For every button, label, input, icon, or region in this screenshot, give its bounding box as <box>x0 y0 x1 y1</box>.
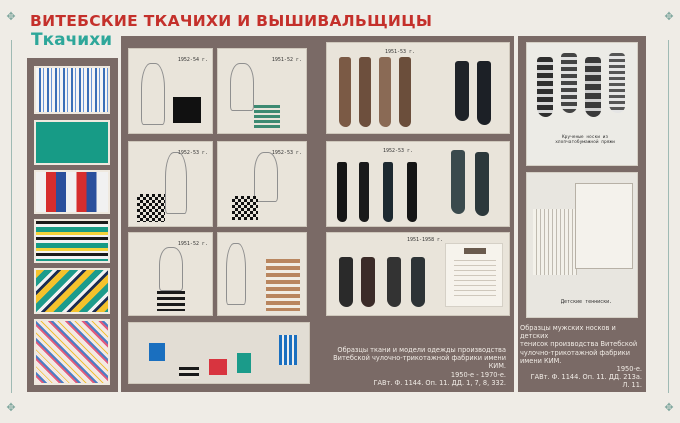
stocking <box>359 162 369 222</box>
socks-card <box>326 232 510 316</box>
stocking <box>383 162 393 222</box>
tennis-shirt <box>575 183 633 269</box>
border-line <box>668 40 669 393</box>
stocking <box>337 162 347 222</box>
design-collage <box>128 322 310 384</box>
design-year: 1952-54 г. <box>177 57 208 63</box>
design-card <box>128 232 213 316</box>
fabric-sample <box>237 353 251 373</box>
dress-sketch <box>165 152 187 214</box>
fabric-sample <box>149 343 165 361</box>
caption-line: ГАВт. Ф. 1144. Оп. 11. ДД. 1, 7, 8, 332. <box>373 378 506 387</box>
fabric-sample <box>209 359 227 375</box>
fabric-sample <box>232 196 258 220</box>
dress-sketch <box>230 63 254 111</box>
caption-line: Витебской чулочно-трикотажной фабрики имени КИМ. <box>333 354 506 371</box>
caption-line: имени КИМ. <box>520 356 562 365</box>
knit-socks-photo <box>526 42 638 166</box>
dress-sketch <box>226 243 246 305</box>
caption-line: Образцы мужских носков и детских <box>520 324 616 341</box>
caption-line: 1950-е - 1970-е. <box>450 370 506 379</box>
patterned-sock <box>561 53 577 113</box>
fabric-sample <box>157 291 185 311</box>
corner-ornament-icon: ✥ <box>664 10 674 23</box>
design-year: 1952-53 г. <box>177 150 208 156</box>
sock <box>411 257 425 307</box>
page-subtitle: Ткачихи <box>31 30 113 50</box>
stocking <box>399 57 411 127</box>
design-card <box>217 48 307 134</box>
caption-line: тенисок производства Витебской <box>520 340 638 349</box>
page-title: ВИТЕБСКИЕ ТКАЧИХИ И ВЫШИВАЛЬЩИЦЫ <box>30 12 433 30</box>
fabric-sample <box>173 97 201 123</box>
corner-ornament-icon: ✥ <box>6 401 16 414</box>
dress-sketch <box>254 152 278 202</box>
sock <box>455 61 469 121</box>
sock <box>361 257 375 307</box>
patterned-sock <box>585 57 601 117</box>
caption-line: Л. 11. <box>622 381 642 390</box>
patterned-sock <box>537 57 553 117</box>
caption-line: чулочно-трикотажной фабрики <box>520 348 631 357</box>
shirt-photo <box>445 243 503 307</box>
fabric-swatch-yellow-teal-pattern <box>34 268 110 314</box>
socks-card <box>326 141 510 227</box>
design-year: 1952-53 г. <box>271 150 302 156</box>
design-year: 1951-53 г. <box>385 49 416 55</box>
dress-sketch <box>141 63 165 125</box>
stocking <box>359 57 371 127</box>
stocking <box>379 57 391 127</box>
corner-ornament-icon: ✥ <box>6 10 16 23</box>
shirt-collar <box>464 248 486 254</box>
fabric-swatch-pink-pattern <box>34 319 110 385</box>
photo-label: Крученые носки из хлопчатобумажной пряжи <box>555 135 615 145</box>
sock <box>475 152 489 216</box>
fabric-sample <box>137 194 165 222</box>
dress-sketch <box>159 247 183 291</box>
sock <box>387 257 401 307</box>
patterned-sock <box>609 53 625 113</box>
border-line <box>11 40 12 393</box>
design-card <box>128 48 213 134</box>
stocking <box>407 162 417 222</box>
sock <box>451 150 465 214</box>
fabric-swatch-teal <box>34 120 110 165</box>
caption-line: 1950-е. <box>616 365 642 374</box>
fabric-swatch-blue-stripe <box>34 66 110 114</box>
middle-caption <box>318 346 506 387</box>
design-card <box>217 232 307 316</box>
shirt-body <box>454 256 496 300</box>
caption-line: ГАВт. Ф. 1144. Оп. 11. ДД. 213а. <box>530 373 642 382</box>
tennis-shirt <box>533 209 577 275</box>
fabric-swatch-red-blue-stripe <box>34 170 110 214</box>
photo-label: Детские тенниски. <box>561 299 613 305</box>
fabric-sample <box>179 367 199 379</box>
caption-line: Образцы ткани и модели одежды производства <box>337 346 506 354</box>
sock <box>477 61 491 125</box>
design-card <box>217 141 307 227</box>
fabric-swatch-teal-yellow-stripe <box>34 219 110 263</box>
stocking <box>339 57 351 127</box>
design-card <box>128 141 213 227</box>
design-year: 1952-53 г. <box>383 148 414 154</box>
design-year: 1951-52 г. <box>177 241 208 247</box>
socks-card <box>326 42 510 134</box>
corner-ornament-icon: ✥ <box>664 401 674 414</box>
fabric-sample <box>279 335 297 365</box>
sock <box>339 257 353 307</box>
tennis-shirts-photo <box>526 172 638 318</box>
fabric-sample <box>266 259 300 311</box>
design-year: 1951-1958 г. <box>407 237 444 243</box>
right-caption <box>520 324 642 390</box>
fabric-sample <box>254 105 280 129</box>
design-year: 1951-52 г. <box>271 57 302 63</box>
